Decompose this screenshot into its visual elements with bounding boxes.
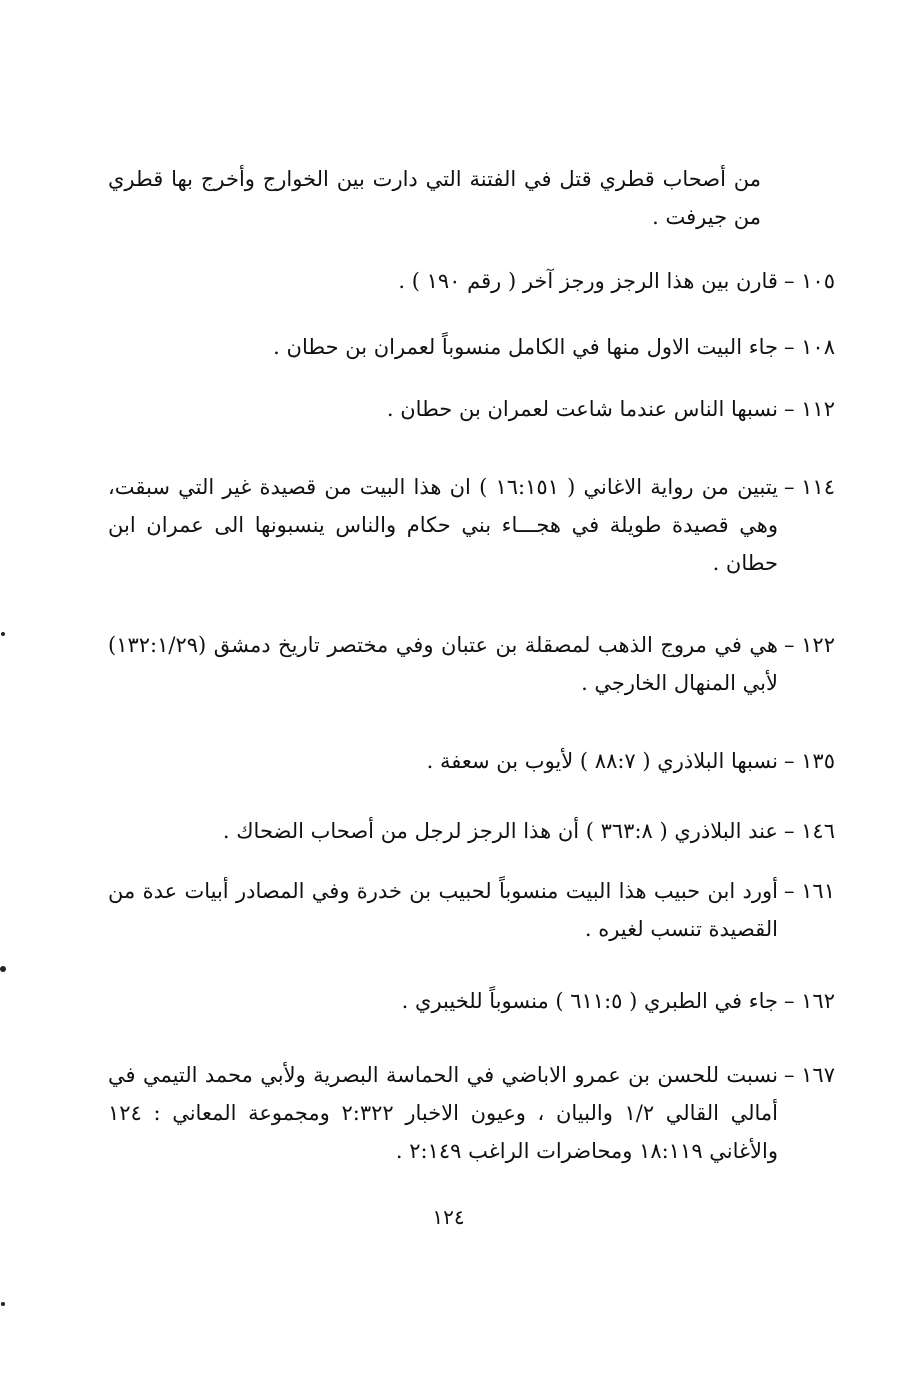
note-text: جاء البيت الاول منها في الكامل منسوباً لعمران بن حطان . bbox=[273, 335, 778, 359]
note-text: نسبها الناس عندما شاعت لعمران بن حطان . bbox=[386, 397, 778, 421]
note-112 bbox=[108, 390, 835, 428]
scan-speck bbox=[1, 632, 5, 636]
note-135 bbox=[108, 742, 835, 780]
note-number: ١٤٦ – bbox=[783, 819, 835, 843]
note-105 bbox=[108, 262, 835, 300]
note-162 bbox=[108, 982, 835, 1020]
note-number: ١٦١ – bbox=[783, 879, 835, 903]
note-161 bbox=[108, 872, 835, 948]
note-108 bbox=[108, 328, 835, 366]
note-text: هي في مروج الذهب لمصقلة بن عتبان وفي مختصر تاريخ دمشق (١٣٢:١/٢٩) لأبي المنهال الخارجي . bbox=[108, 633, 778, 695]
note-114 bbox=[108, 468, 835, 582]
note-number: ١٠٨ – bbox=[783, 335, 835, 359]
note-number: ١٦٢ – bbox=[783, 989, 835, 1013]
note-text: أورد ابن حبيب هذا البيت منسوباً لحبيب بن خدرة وفي المصادر أبيات عدة من القصيدة تنسب لغيره . bbox=[108, 879, 778, 941]
page-number: ١٢٤ bbox=[432, 1205, 465, 1229]
note-text: يتبين من رواية الاغاني ( ١٦:١٥١ ) ان هذا البيت من قصيدة غير التي سبقت، وهي قصيدة طويلة في هجـــاء بني حكام والناس ينسبونها الى عمران ابن حطان . bbox=[108, 475, 778, 575]
scan-speck bbox=[1, 1302, 5, 1306]
note-text: جاء في الطبري ( ٦١١:٥ ) منسوباً للخيبري . bbox=[401, 989, 778, 1013]
note-number: ١٠٥ – bbox=[783, 269, 835, 293]
note-number: ١١٤ – bbox=[783, 475, 835, 499]
note-text: نسبها البلاذري ( ٨٨:٧ ) لأيوب بن سعفة . bbox=[426, 749, 778, 773]
note-number: ١٢٢ – bbox=[783, 633, 835, 657]
note-number: ١٣٥ – bbox=[783, 749, 835, 773]
note-number: ١١٢ – bbox=[783, 397, 835, 421]
note-number: ١٦٧ – bbox=[783, 1063, 835, 1087]
note-text: قارن بين هذا الرجز ورجز آخر ( رقم ١٩٠ ) . bbox=[398, 269, 778, 293]
note-text: نسبت للحسن بن عمرو الاباضي في الحماسة البصرية ولأبي محمد التيمي في أمالي القالي ١/٢ والبيان ، وعيون الاخبار ٢:٣٢٢ ومجموعة المعاني : ١٢٤ والأغاني ١٨:١١٩ ومحاضرات الراغب ٢:١٤٩ . bbox=[108, 1063, 778, 1163]
scan-speck bbox=[0, 966, 6, 972]
note-122 bbox=[108, 626, 835, 702]
intro-paragraph: من أصحاب قطري قتل في الفتنة التي دارت بين الخوارج وأخرج بها قطري من جيرفت . bbox=[108, 167, 761, 229]
note-text: عند البلاذري ( ٣٦٣:٨ ) أن هذا الرجز لرجل من أصحاب الضحاك . bbox=[222, 819, 778, 843]
note-167 bbox=[108, 1056, 835, 1170]
note-146 bbox=[108, 812, 835, 850]
